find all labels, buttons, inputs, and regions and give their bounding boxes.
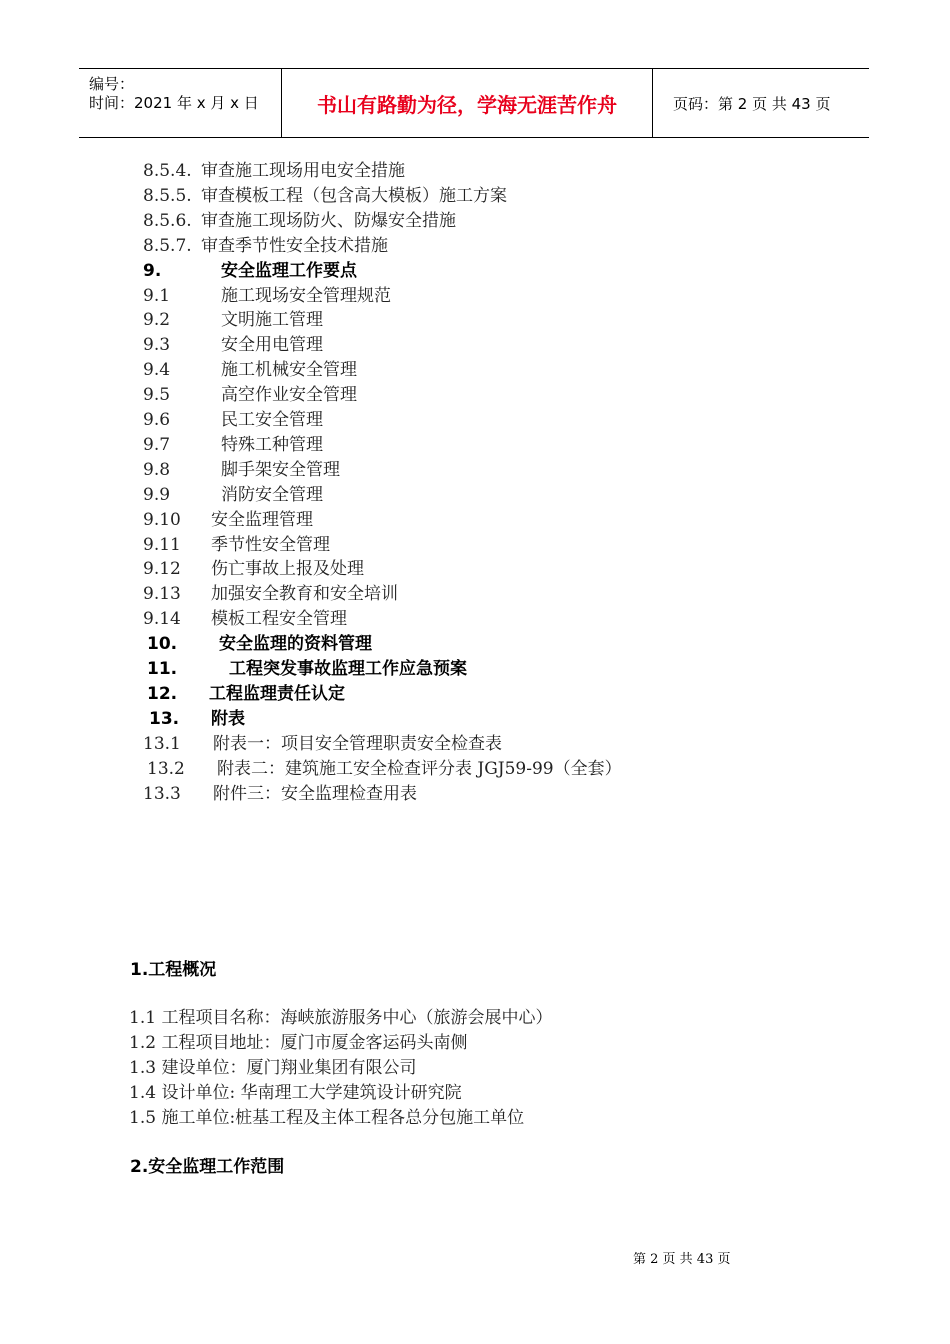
toc-entry-title: 审查模板工程（包含高大模板）施工方案 <box>201 185 507 206</box>
toc-entry-title: 模板工程安全管理 <box>211 609 347 630</box>
toc-entry <box>143 211 456 231</box>
toc-entry-title: 审查施工现场防火、防爆安全措施 <box>201 210 456 231</box>
toc-entry-number: 8.5.4. <box>143 161 192 181</box>
toc-entry <box>143 734 502 754</box>
toc-entry-title: 附表二：建筑施工安全检查评分表 JGJ59-99（全套） <box>217 758 622 779</box>
toc-entry <box>147 684 345 704</box>
toc-entry-number: 9.10 <box>143 509 181 530</box>
toc-entry <box>143 310 323 330</box>
toc-entry <box>143 385 357 405</box>
toc-entry-number: 9.6 <box>143 410 171 430</box>
toc-entry-title: 季节性安全管理 <box>211 534 330 555</box>
toc-entry-number: 9.13 <box>143 584 181 605</box>
toc-entry-title: 加强安全教育和安全培训 <box>211 584 398 605</box>
header-meta <box>79 69 282 137</box>
toc-entry-title: 安全用电管理 <box>221 335 323 356</box>
toc-entry-title: 高空作业安全管理 <box>221 385 357 406</box>
toc-entry-title: 文明施工管理 <box>221 310 323 331</box>
toc-entry-title: 施工机械安全管理 <box>221 360 357 381</box>
toc-entry <box>143 161 405 181</box>
toc-entry-number: 11. <box>147 659 178 679</box>
toc-entry-title: 施工现场安全管理规范 <box>221 285 391 306</box>
toc-entry <box>143 609 347 629</box>
page-info-text: 页码：第 2 页 共 43 页 <box>673 94 831 113</box>
toc-entry <box>143 535 330 555</box>
toc-entry-title: 附表一：项目安全管理职责安全检查表 <box>213 733 502 754</box>
toc-entry <box>143 784 417 804</box>
toc-entry-number: 9.4 <box>143 360 171 381</box>
header-motto: 书山有路勤为径，学海无涯苦作舟 <box>282 69 653 137</box>
toc-entry-number: 9.7 <box>143 434 171 455</box>
toc-entry <box>149 709 245 729</box>
toc-entry-title: 附表 <box>211 708 245 729</box>
toc-entry-title: 脚手架安全管理 <box>221 459 340 480</box>
toc-entry-number: 10. <box>147 634 178 655</box>
toc-entry-title: 工程监理责任认定 <box>209 683 345 704</box>
toc-entry <box>143 435 323 455</box>
toc-entry-title: 附件三：安全监理检查用表 <box>213 783 417 804</box>
section-2-heading: 2.安全监理工作范围 <box>130 1157 285 1177</box>
toc-entry <box>147 634 372 654</box>
toc-entry-number: 8.5.5. <box>143 185 192 206</box>
overview-item: 1.1 工程项目名称：海峡旅游服务中心（旅游会展中心） <box>129 1008 553 1028</box>
toc-entry <box>143 360 357 380</box>
toc-entry-number: 9.2 <box>143 310 171 331</box>
overview-item: 1.2 工程项目地址：厦门市厦金客运码头南侧 <box>129 1032 468 1053</box>
overview-item: 1.4 设计单位: 华南理工大学建筑设计研究院 <box>129 1082 462 1103</box>
toc-entry-number: 9.12 <box>143 559 181 580</box>
toc-entry <box>143 559 364 579</box>
toc-entry <box>143 335 323 355</box>
toc-entry-number: 13.1 <box>143 733 181 754</box>
toc-entry-title: 工程突发事故监理工作应急预案 <box>229 659 467 679</box>
toc-entry-number: 9.5 <box>143 385 171 406</box>
toc-entry <box>143 236 388 256</box>
toc-entry-title: 安全监理的资料管理 <box>219 634 372 655</box>
overview-item: 1.5 施工单位:桩基工程及主体工程各总分包施工单位 <box>129 1107 525 1128</box>
section-1-heading: 1.工程概况 <box>130 960 217 980</box>
toc-entry-number: 8.5.7. <box>143 235 192 256</box>
toc-entry <box>143 410 323 430</box>
toc-entry <box>143 286 391 306</box>
toc-entry <box>143 584 398 604</box>
header-page-info <box>663 69 869 137</box>
toc-entry <box>143 510 313 530</box>
page-header <box>79 68 869 138</box>
toc-entry-title: 消防安全管理 <box>221 484 323 505</box>
toc-entry <box>147 759 622 779</box>
toc-entry-number: 9.9 <box>143 484 171 505</box>
toc-entry <box>143 460 340 480</box>
toc-entry-number: 9. <box>143 260 162 281</box>
toc-entry-title: 安全监理工作要点 <box>221 260 357 281</box>
time-label: 时间：2021 年 x 月 x 日 <box>89 94 259 112</box>
toc-entry-number: 13.2 <box>147 758 185 779</box>
toc-entry-number: 9.11 <box>143 534 181 555</box>
toc-entry <box>143 261 357 281</box>
toc-entry <box>143 186 507 206</box>
toc-entry-number: 9.3 <box>143 335 171 356</box>
toc-entry-number: 9.1 <box>143 285 171 306</box>
toc-entry-number: 9.8 <box>143 459 171 480</box>
number-label: 编号： <box>89 75 135 93</box>
toc-entry-number: 9.14 <box>143 609 181 630</box>
overview-item: 1.3 建设单位：厦门翔业集团有限公司 <box>129 1057 417 1078</box>
page-footer: 第 2 页 共 43 页 <box>633 1252 731 1267</box>
toc-entry-title: 安全监理管理 <box>211 509 313 530</box>
toc-entry-number: 12. <box>147 683 178 704</box>
toc-entry-number: 8.5.6. <box>143 210 192 231</box>
toc-entry-title: 审查施工现场用电安全措施 <box>201 161 405 181</box>
toc-entry-title: 审查季节性安全技术措施 <box>201 235 388 256</box>
toc-entry-title: 民工安全管理 <box>221 410 323 430</box>
toc-entry <box>143 485 323 505</box>
toc-entry-title: 伤亡事故上报及处理 <box>211 559 364 580</box>
toc-entry-number: 13. <box>149 708 180 729</box>
toc-entry <box>147 659 467 679</box>
toc-entry-title: 特殊工种管理 <box>221 434 323 455</box>
toc-entry-number: 13.3 <box>143 783 181 804</box>
